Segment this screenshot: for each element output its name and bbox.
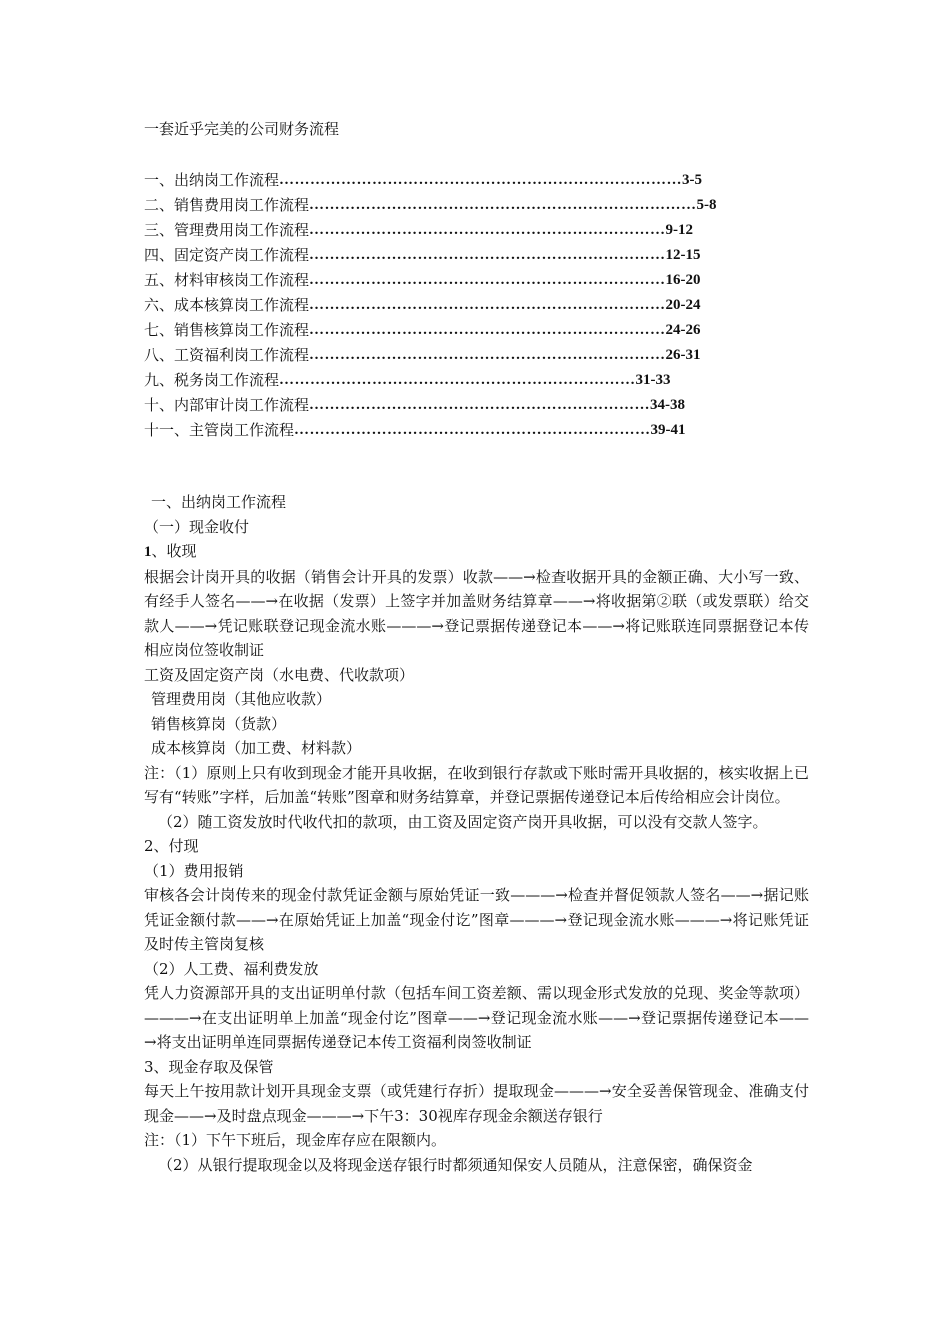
item-heading: 2、付现 bbox=[144, 837, 199, 855]
toc-leader: …………………………………………………………… bbox=[294, 422, 651, 438]
toc-label: 十、内部审计岗工作流程 bbox=[144, 396, 310, 414]
toc-row[interactable] bbox=[144, 318, 784, 343]
toc-label: 二、销售费用岗工作流程 bbox=[144, 196, 310, 214]
toc-pages: 20-24 bbox=[665, 297, 701, 313]
subitem-heading: （1）费用报销 bbox=[144, 861, 244, 880]
list-item: 管理费用岗（其他应收款） bbox=[151, 690, 332, 708]
toc-row[interactable] bbox=[144, 193, 784, 218]
toc-leader: …………………………………………………………………… bbox=[279, 172, 683, 188]
toc-leader: …………………………………………………………… bbox=[309, 272, 666, 288]
toc-row[interactable] bbox=[144, 268, 784, 293]
document-title: 一套近乎完美的公司财务流程 bbox=[144, 120, 340, 138]
toc-leader: …………………………………………………………… bbox=[309, 347, 666, 363]
toc-pages: 34-38 bbox=[650, 397, 686, 413]
toc-pages: 9-12 bbox=[665, 222, 694, 238]
toc-pages: 24-26 bbox=[665, 322, 701, 338]
toc-pages: 16-20 bbox=[665, 272, 701, 288]
toc-pages: 31-33 bbox=[635, 372, 671, 388]
item-heading: 3、现金存取及保管 bbox=[144, 1057, 274, 1076]
toc-leader: ………………………………………………………… bbox=[309, 397, 651, 413]
toc-pages: 12-15 bbox=[665, 247, 701, 263]
toc-row[interactable] bbox=[144, 243, 784, 268]
subsection-heading: （一）现金收付 bbox=[144, 517, 250, 536]
paragraph: 凭人力资源部开具的支出证明单付款（包括车间工资差额、需以现金形式发放的兑现、奖金等款项）———→在支出证明单上加盖“现金付讫”图章——→登记现金流水账——→登记票据传递登记本——→将支出证明单连同票据传递登记本传工资福利岗签收制证 bbox=[144, 984, 809, 1051]
paragraph: 审核各会计岗传来的现金付款凭证金额与原始凭证一致———→检查并督促领款人签名——→据记账凭证金额付款——→在原始凭证上加盖“现金付讫”图章———→登记现金流水账———→将记账凭证及时传主管岗复核 bbox=[144, 886, 809, 953]
note: 注：（1）原则上只有收到现金才能开具收据，在收到银行存款或下账时需开具收据的，核实收据上已写有“转账”字样，后加盖“转账”图章和财务结算章，并登记票据传递登记本后传给相应会计岗位。 bbox=[144, 763, 809, 806]
item-title: 、收现 bbox=[151, 542, 197, 560]
toc-label: 七、销售核算岗工作流程 bbox=[144, 321, 310, 339]
toc-leader: …………………………………………………………… bbox=[309, 322, 666, 338]
toc-leader: …………………………………………………………… bbox=[279, 372, 636, 388]
toc-pages: 26-31 bbox=[665, 347, 701, 363]
note: （2）从银行提取现金以及将现金送存银行时都须通知保安人员随从，注意保密，确保资金 bbox=[158, 1155, 753, 1174]
list-item: 成本核算岗（加工费、材料款） bbox=[151, 739, 362, 757]
list-item: 销售核算岗（货款） bbox=[151, 714, 287, 733]
toc-label: 六、成本核算岗工作流程 bbox=[144, 296, 310, 314]
item-heading bbox=[144, 539, 809, 565]
paragraph: 根据会计岗开具的收据（销售会计开具的发票）收款——→检查收据开具的金额正确、大小写一致、有经手人签名——→在收据（发票）上签字并加盖财务结算章——→将收据第②联（或发票联）给交款人——→凭记账联登记现金流水账———→登记票据传递登记本——→将记账联连同票据登记本传相应岗位签收制证 bbox=[144, 567, 809, 659]
toc-leader: …………………………………………………………… bbox=[309, 297, 666, 313]
toc-pages: 3-5 bbox=[682, 172, 703, 188]
toc-row[interactable] bbox=[144, 368, 784, 393]
toc-label: 八、工资福利岗工作流程 bbox=[144, 346, 310, 364]
toc-row[interactable] bbox=[144, 168, 784, 193]
section-heading: 一、出纳岗工作流程 bbox=[151, 493, 287, 511]
toc-row[interactable] bbox=[144, 218, 784, 243]
toc-label: 四、固定资产岗工作流程 bbox=[144, 246, 310, 264]
subitem-heading: （2）人工费、福利费发放 bbox=[144, 959, 319, 978]
note: 注：（1）下午下班后，现金库存应在限额内。 bbox=[144, 1131, 447, 1149]
table-of-contents bbox=[144, 168, 784, 443]
document-body bbox=[144, 490, 809, 1177]
toc-row[interactable] bbox=[144, 393, 784, 418]
toc-label: 一、出纳岗工作流程 bbox=[144, 171, 280, 189]
item-number: 1 bbox=[144, 544, 152, 560]
toc-label: 五、材料审核岗工作流程 bbox=[144, 271, 310, 289]
toc-label: 三、管理费用岗工作流程 bbox=[144, 221, 310, 239]
note: （2）随工资发放时代收代扣的款项，由工资及固定资产岗开具收据，可以没有交款人签字。 bbox=[158, 812, 768, 831]
toc-row[interactable] bbox=[144, 293, 784, 318]
toc-pages: 39-41 bbox=[650, 422, 686, 438]
toc-leader: ………………………………………………………………… bbox=[309, 197, 697, 213]
toc-label: 十一、主管岗工作流程 bbox=[144, 421, 295, 439]
toc-row[interactable] bbox=[144, 418, 784, 443]
toc-row[interactable] bbox=[144, 343, 784, 368]
list-item: 工资及固定资产岗（水电费、代收款项） bbox=[144, 665, 415, 684]
paragraph: 每天上午按用款计划开具现金支票（或凭建行存折）提取现金———→安全妥善保管现金、准确支付现金——→及时盘点现金———→下午3：30视库存现金余额送存银行 bbox=[144, 1082, 809, 1125]
toc-leader: …………………………………………………………… bbox=[309, 222, 666, 238]
toc-leader: …………………………………………………………… bbox=[309, 247, 666, 263]
toc-pages: 5-8 bbox=[696, 197, 717, 213]
toc-label: 九、税务岗工作流程 bbox=[144, 371, 280, 389]
